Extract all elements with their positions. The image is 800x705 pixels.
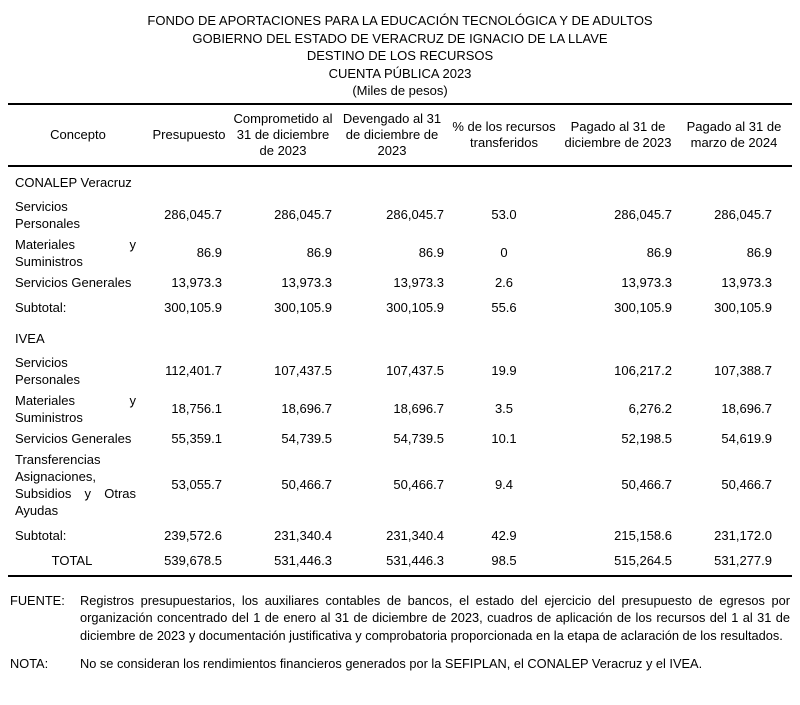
cell-concepto: Servicios Personales [15, 354, 81, 387]
cell-pagado-dic: 515,264.5 [614, 552, 672, 568]
cell-pagado-mar: 13,973.3 [721, 274, 772, 290]
cell-presupuesto: 300,105.9 [164, 299, 222, 315]
cell-pagado-mar: 300,105.9 [714, 299, 772, 315]
cell-comprometido: 531,446.3 [274, 552, 332, 568]
cell-pagado-dic: 300,105.9 [614, 299, 672, 315]
cell-pagado-dic: 6,276.2 [628, 401, 672, 416]
cell-comprometido: 13,973.3 [281, 274, 332, 290]
table-row [8, 196, 792, 234]
cell-pagado-dic: 215,158.6 [614, 527, 672, 543]
table-row [8, 234, 792, 272]
column-header-comprometido: Comprometido al 31 de diciembre de 2023 [230, 104, 336, 166]
table-row [8, 428, 792, 449]
cell-pagado-dic: 286,045.7 [614, 207, 672, 222]
cell-concepto: Subtotal: [15, 299, 67, 315]
section-row-conalep [8, 166, 792, 196]
cell-pct: 42.9 [491, 527, 517, 543]
cell-concepto: Materiales y Suministros [15, 236, 136, 269]
cell-concepto: Materiales y Suministros [15, 392, 136, 425]
cell-presupuesto: 286,045.7 [164, 207, 222, 222]
column-header-concepto: Concepto [8, 104, 148, 166]
cell-pagado-mar: 54,619.9 [721, 430, 772, 446]
cell-devengado: 286,045.7 [386, 207, 444, 222]
cell-devengado: 86.9 [418, 245, 444, 260]
total-row [8, 551, 792, 576]
cell-pagado-mar: 531,277.9 [714, 552, 772, 568]
cell-pagado-dic: 50,466.7 [621, 477, 672, 492]
cell-pagado-mar: 86.9 [746, 245, 772, 260]
cell-comprometido: 286,045.7 [274, 207, 332, 222]
cell-presupuesto: 239,572.6 [164, 527, 222, 543]
cell-comprometido: 18,696.7 [281, 401, 332, 416]
column-header-devengado: Devengado al 31 de diciembre de 2023 [336, 104, 448, 166]
cell-pct: 98.5 [491, 552, 517, 568]
cell-pct: 53.0 [491, 207, 517, 222]
cell-presupuesto: 539,678.5 [164, 552, 222, 568]
cell-pct: 10.1 [491, 430, 517, 446]
cell-presupuesto: 86.9 [196, 245, 222, 260]
cell-devengado: 50,466.7 [393, 477, 444, 492]
section-title: CONALEP Veracruz [15, 174, 132, 190]
title-destination: DESTINO DE LOS RECURSOS [306, 48, 494, 63]
cell-pct: 2.6 [494, 274, 514, 290]
cell-comprometido: 300,105.9 [274, 299, 332, 315]
nota-text: No se consideran los rendimientos financieros generados por la SEFIPLAN, el CONALEP Veracruz y el IVEA. [80, 656, 703, 671]
table-row [8, 272, 792, 293]
cell-comprometido: 54,739.5 [281, 430, 332, 446]
column-header-presupuesto: Presupuesto [148, 104, 230, 166]
table-header [8, 104, 792, 166]
cell-concepto: Servicios Generales [15, 274, 132, 290]
title-public-account: CUENTA PÚBLICA 2023 [328, 65, 472, 81]
fuente-text: Registros presupuestarios, los auxiliares contables de bancos, el estado del ejercicio del presupuesto de egresos por organización concentrado del 1 de enero al 31 de diciembre de 2023, cuadros de aplicación de los recursos del 1 al 31 de diciembre de 2023 y documentación justificativa y comprobatoria proporcionada en la etapa de aclaración de los resultados. [80, 592, 790, 643]
cell-devengado: 107,437.5 [386, 363, 444, 378]
cell-pct: 3.5 [494, 401, 514, 416]
footnotes [10, 592, 792, 673]
cell-concepto: Transferencias Asignaciones, Subsidios y Otras Ayudas [15, 451, 136, 518]
cell-pagado-mar: 50,466.7 [721, 477, 772, 492]
cell-pct: 55.6 [491, 299, 517, 315]
title-units: (Miles de pesos) [352, 83, 448, 98]
column-header-pagado-marzo: Pagado al 31 de marzo de 2024 [676, 104, 792, 166]
cell-pagado-mar: 231,172.0 [714, 527, 772, 543]
cell-devengado: 531,446.3 [386, 552, 444, 568]
cell-devengado: 231,340.4 [386, 527, 444, 543]
footnote-fuente [10, 592, 792, 645]
table-row [8, 449, 792, 521]
cell-devengado: 54,739.5 [393, 430, 444, 446]
cell-pagado-dic: 86.9 [646, 245, 672, 260]
cell-concepto: Servicios Personales [15, 198, 81, 231]
cell-pagado-mar: 286,045.7 [714, 207, 772, 222]
cell-comprometido: 231,340.4 [274, 527, 332, 543]
cell-pagado-dic: 106,217.2 [614, 363, 672, 378]
table-row [8, 390, 792, 428]
cell-pct: 9.4 [494, 477, 514, 492]
cell-pagado-dic: 52,198.5 [621, 430, 672, 446]
section-title: IVEA [15, 330, 45, 346]
resources-table [8, 103, 792, 577]
title-government: GOBIERNO DEL ESTADO DE VERACRUZ DE IGNACIO DE LA LLAVE [192, 30, 608, 46]
nota-label: NOTA: [10, 656, 49, 671]
cell-pagado-dic: 13,973.3 [621, 274, 672, 290]
header-row [8, 104, 792, 166]
cell-pct: 0 [500, 245, 508, 260]
section-row-ivea [8, 323, 792, 352]
cell-presupuesto: 112,401.7 [165, 363, 222, 378]
column-header-pct-transferidos: % de los recursos transferidos [448, 104, 560, 166]
cell-pagado-mar: 107,388.7 [714, 363, 772, 378]
cell-presupuesto: 13,973.3 [171, 274, 222, 290]
document-header [0, 12, 800, 100]
table-row [8, 352, 792, 390]
cell-devengado: 13,973.3 [393, 274, 444, 290]
cell-comprometido: 107,437.5 [274, 363, 332, 378]
fuente-label: FUENTE: [10, 592, 65, 608]
subtotal-row-conalep [8, 293, 792, 323]
cell-devengado: 18,696.7 [393, 401, 444, 416]
subtotal-row-ivea [8, 521, 792, 551]
cell-devengado: 300,105.9 [386, 299, 444, 315]
table-body [8, 166, 792, 576]
column-header-pagado-diciembre: Pagado al 31 de diciembre de 2023 [560, 104, 676, 166]
cell-comprometido: 50,466.7 [281, 477, 332, 492]
cell-presupuesto: 55,359.1 [171, 430, 222, 446]
cell-pct: 19.9 [491, 363, 517, 378]
cell-comprometido: 86.9 [306, 245, 332, 260]
cell-presupuesto: 53,055.7 [171, 477, 222, 492]
cell-pagado-mar: 18,696.7 [721, 401, 772, 416]
footnote-nota [10, 655, 792, 673]
cell-concepto: Subtotal: [15, 527, 67, 543]
cell-presupuesto: 18,756.1 [171, 401, 222, 416]
cell-concepto: Servicios Generales [15, 430, 132, 446]
cell-concepto: TOTAL [51, 552, 93, 568]
title-fund: FONDO DE APORTACIONES PARA LA EDUCACIÓN TECNOLÓGICA Y DE ADULTOS [147, 13, 653, 28]
